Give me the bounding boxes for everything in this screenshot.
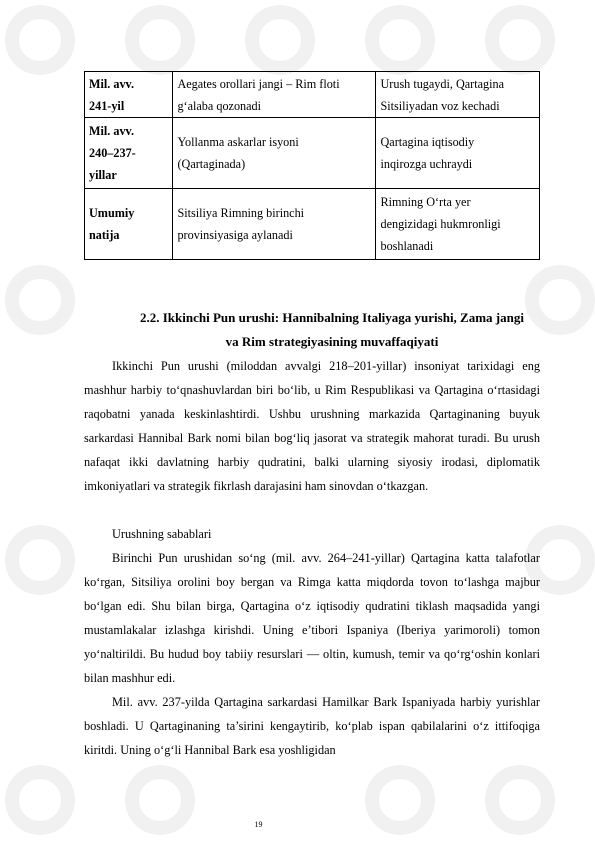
- cell-line: Mil. avv.: [89, 76, 135, 91]
- section-heading-line: va Rim strategiyasining muvaffaqiyati: [225, 334, 439, 349]
- table-row: [85, 72, 540, 118]
- paragraph-causes: Birinchi Pun urushidan so‘ng (mil. avv. 264–241-yillar) Qartagina katta talafotlar ko‘rgan, Sitsiliya orolini boy bergan va Rimga katta miqdorda tovon to‘lashga majbur bo‘lgan edi. Shu bilan birga, Qartagina o‘z iqtisodiy qudratini tiklash maqsadida yangi mustamlakalar izlashga kirishdi. Uning e’tibori Ispaniya (Iberiya yarimoroli) tomon yo‘naltirildi. Bu hudud boy tabiiy resurslari — oltin, kumush, temir va qo‘rg‘oshin konlari bilan mashhur edi.: [84, 551, 540, 685]
- cell-line: dengizidagi hukmronligi: [380, 217, 501, 231]
- cell-line: 240–237-: [89, 146, 136, 160]
- table-cell-period: [85, 189, 173, 260]
- cell-line: Qartagina iqtisodiy: [380, 135, 475, 149]
- cell-line: Urush tugaydi, Qartagina: [380, 76, 505, 91]
- paragraph-hamilkar: Mil. avv. 237-yilda Qartagina sarkardasi Hamilkar Bark Ispaniyada harbiy yurishlar boshladi. U Qartaginaning ta’sirini kengaytirib, ko‘plab ispan qabilalarini o‘z ittifoqiga kiritdi. Uning o‘g‘li Hannibal Bark esa yoshligidan: [84, 695, 540, 757]
- cell-line: Yollanma askarlar isyoni: [177, 135, 299, 149]
- section-heading: [84, 306, 540, 354]
- table-cell-result: [376, 118, 540, 189]
- table-cell-event: [173, 118, 376, 189]
- cell-line: provinsiyasiga aylanadi: [177, 228, 293, 242]
- events-table: [84, 71, 540, 260]
- cell-line: Sitsiliyadan voz kechadi: [380, 98, 500, 113]
- cell-line: yillar: [89, 168, 117, 182]
- table-cell-event: [173, 189, 376, 260]
- cell-line: Mil. avv.: [89, 124, 135, 138]
- cell-line: Sitsiliya Rimning birinchi: [177, 206, 305, 220]
- table-row: [85, 118, 540, 189]
- paragraph-intro: Ikkinchi Pun urushi (miloddan avvalgi 218–201-yillar) insoniyat tarixidagi eng mashhur harbiy to‘qnashuvlardan biri bo‘lib, u Rim Respublikasi va Qartagina o‘rtasidagi raqobatni yanada keskinlashtirdi. Ushbu urushning markazida Qartaginaning buyuk sarkardasi Hannibal Bark nomi bilan bog‘liq jasorat va strategik mahorat turadi. Bu urush nafaqat ikki davlatning harbiy qudratini, balki ularning siyosiy irodasi, diplomatik imkoniyatlari va strategik fikrlash darajasini ham sinovdan o‘tkazgan.: [84, 359, 540, 493]
- cell-line: natija: [89, 228, 120, 242]
- cell-line: Aegates orollari jangi – Rim floti: [177, 76, 340, 91]
- table-row: [85, 189, 540, 260]
- table-cell-period: [85, 72, 173, 118]
- cell-line: g‘alaba qozonadi: [177, 98, 262, 113]
- cell-line: boshlanadi: [380, 239, 434, 253]
- table-cell-event: [173, 72, 376, 118]
- table-cell-result: [376, 72, 540, 118]
- page-number: 19: [254, 820, 263, 829]
- cell-line: Umumiy: [89, 206, 135, 220]
- cell-line: inqirozga uchraydi: [380, 157, 473, 171]
- section-heading-line: 2.2. Ikkinchi Pun urushi: Hannibalning Italiyaga yurishi, Zama jangi: [140, 310, 524, 325]
- subheading-causes: Urushning sabablari: [112, 527, 212, 541]
- cell-line: Rimning O‘rta yer: [380, 195, 471, 209]
- cell-line: 241-yil: [89, 98, 125, 113]
- table-cell-period: [85, 118, 173, 189]
- cell-line: (Qartaginada): [177, 157, 246, 171]
- table-cell-result: [376, 189, 540, 260]
